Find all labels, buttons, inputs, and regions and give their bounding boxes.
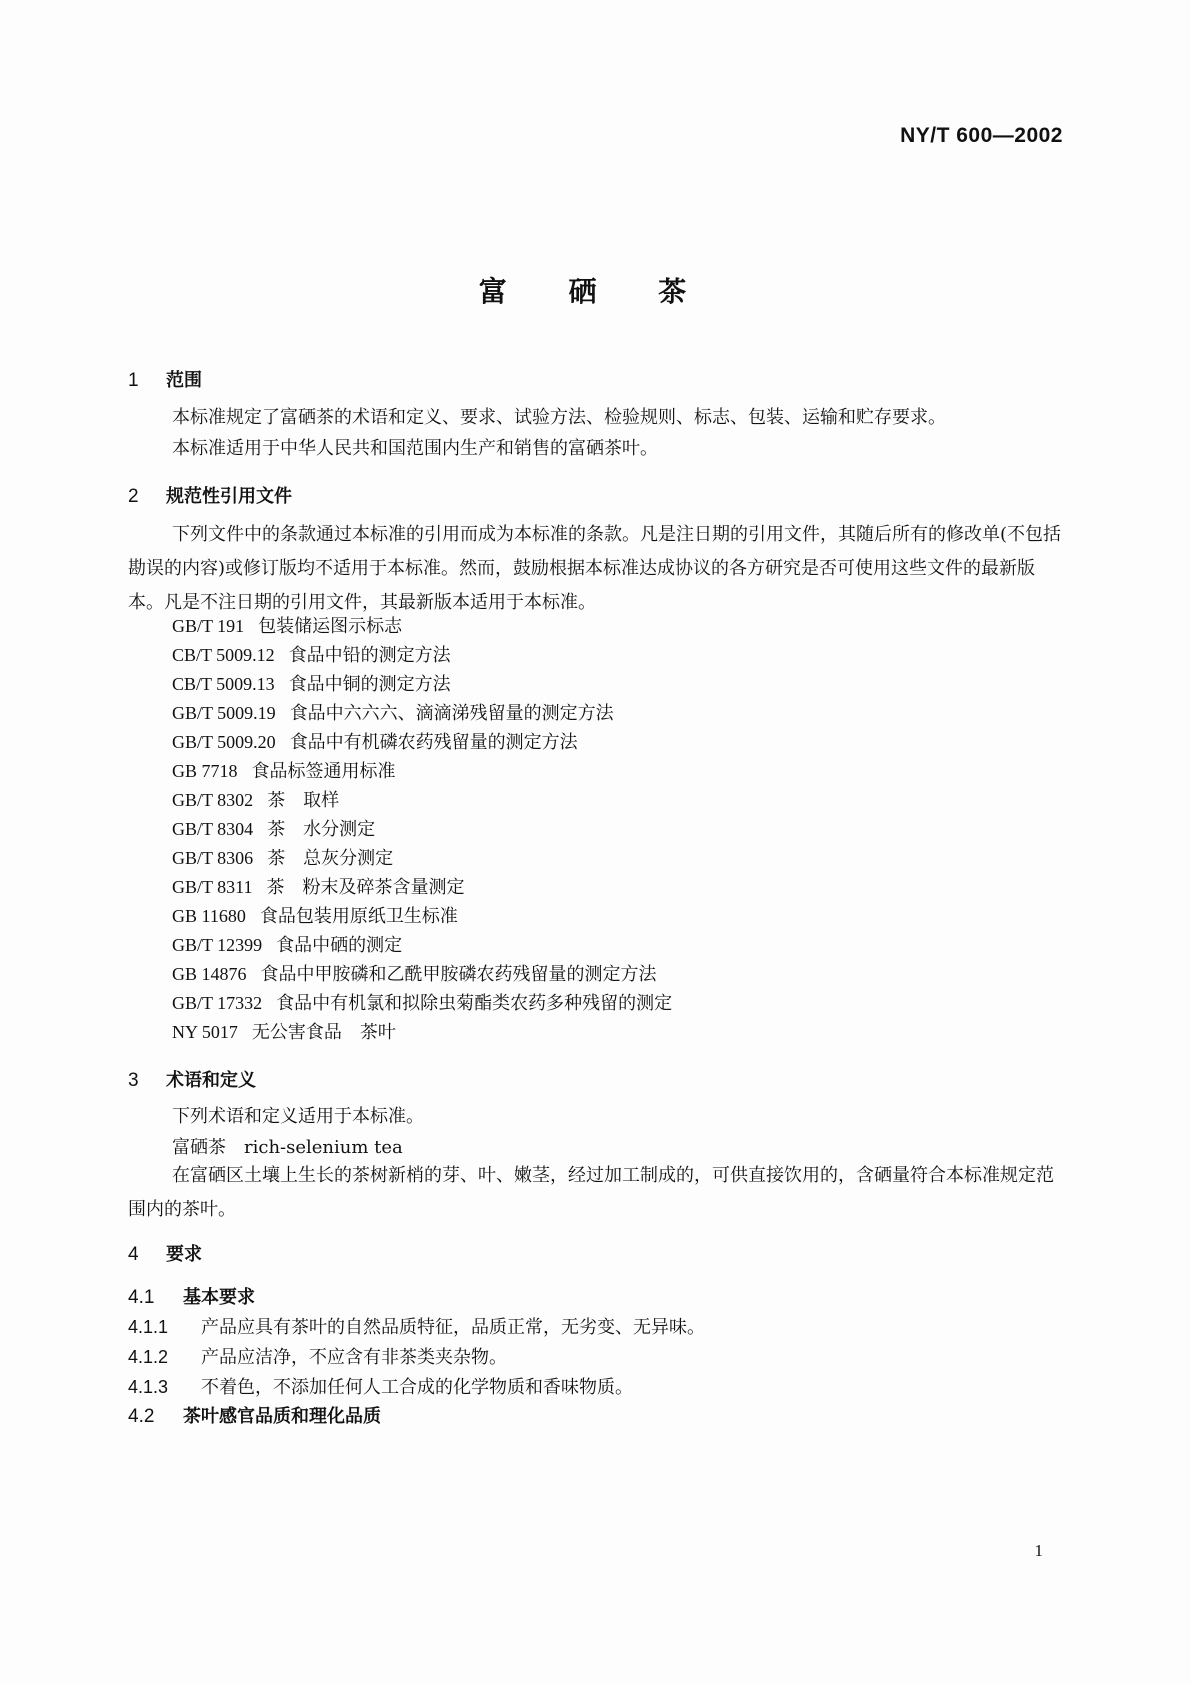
clause-number: 4.1.3 (128, 1377, 169, 1397)
clause-number: 4.1.1 (128, 1317, 169, 1337)
reference-item (172, 699, 614, 725)
reference-code: GB/T 8311 (172, 877, 253, 897)
reference-item (172, 844, 393, 870)
reference-item (172, 873, 465, 899)
term-definition: 在富硒区土壤上生长的茶树新梢的芽、叶、嫩茎，经过加工制成的，可供直接饮用的，含硒量符合本标准规定范围内的茶叶。 (128, 1165, 1054, 1220)
section-2-heading (128, 482, 292, 508)
paragraph: 本标准适用于中华人民共和国范围内生产和销售的富硒茶叶。 (172, 438, 658, 459)
reference-code: GB/T 191 (172, 616, 245, 636)
section-title: 规范性引用文件 (166, 486, 292, 507)
subsection-4-1-heading (128, 1283, 255, 1309)
clause-number: 4.1.2 (128, 1347, 169, 1367)
reference-code: CB/T 5009.13 (172, 674, 275, 694)
reference-item (172, 757, 396, 783)
section-number: 3 (128, 1070, 139, 1091)
clause-text: 不着色，不添加任何人工合成的化学物质和香味物质。 (201, 1377, 633, 1398)
reference-title: 食品中甲胺磷和乙酰甲胺磷农药残留量的测定方法 (260, 964, 657, 985)
reference-title: 食品中有机磷农药残留量的测定方法 (289, 732, 578, 753)
reference-code: GB/T 8306 (172, 848, 254, 868)
section-3-heading (128, 1066, 256, 1092)
reference-item (172, 641, 451, 667)
section-1-heading (128, 366, 202, 392)
paragraph: 下列文件中的条款通过本标准的引用而成为本标准的条款。凡是注日期的引用文件，其随后所有的修改单(不包括勘误的内容)或修订版均不适用于本标准。然而，鼓励根据本标准达成协议的各方研究是否可使用这些文件的最新版本。凡是不注日期的引用文件，其最新版本适用于本标准。 (128, 524, 1062, 613)
reference-title: 茶 水分测定 (267, 819, 376, 840)
reference-title: 食品中六六六、滴滴涕残留量的测定方法 (289, 703, 614, 724)
document-title: 富 硒 茶 (478, 275, 713, 308)
reference-code: CB/T 5009.12 (172, 645, 275, 665)
reference-item (172, 786, 339, 812)
reference-code: GB 14876 (172, 964, 247, 984)
reference-title: 食品中铜的测定方法 (288, 674, 451, 695)
reference-code: NY 5017 (172, 1022, 238, 1042)
reference-title: 包装储运图示标志 (258, 616, 403, 637)
reference-item (172, 1018, 396, 1044)
section-title: 范围 (166, 370, 202, 391)
reference-item (172, 989, 672, 1015)
reference-code: GB/T 17332 (172, 993, 263, 1013)
clause-item (128, 1313, 705, 1339)
reference-item (172, 960, 657, 986)
reference-code: GB/T 8304 (172, 819, 254, 839)
paragraph: 下列术语和定义适用于本标准。 (172, 1106, 424, 1127)
reference-title: 食品中硒的测定 (276, 935, 403, 956)
standard-code: NY/T 600—2002 (900, 124, 1063, 147)
reference-title: 茶 粉末及碎茶含量测定 (266, 877, 465, 898)
reference-item (172, 612, 402, 638)
reference-code: GB/T 12399 (172, 935, 263, 955)
reference-code: GB 7718 (172, 761, 238, 781)
reference-item (172, 931, 402, 957)
reference-item (172, 728, 578, 754)
page-number: 1 (1034, 1541, 1043, 1560)
reference-code: GB/T 8302 (172, 790, 254, 810)
reference-item (172, 902, 458, 928)
reference-title: 茶 取样 (267, 790, 340, 811)
reference-title: 食品中铅的测定方法 (288, 645, 451, 666)
subsection-number: 4.2 (128, 1406, 155, 1427)
reference-title: 食品包装用原纸卫生标准 (259, 906, 458, 927)
reference-title: 茶 总灰分测定 (267, 848, 394, 869)
reference-code: GB/T 5009.20 (172, 732, 276, 752)
subsection-4-2-heading (128, 1402, 381, 1428)
reference-code: GB 11680 (172, 906, 246, 926)
section-number: 4 (128, 1244, 139, 1265)
reference-title: 无公害食品 茶叶 (251, 1022, 396, 1043)
clause-item (128, 1373, 633, 1399)
reference-title: 食品中有机氯和拟除虫菊酯类农药多种残留的测定 (276, 993, 673, 1014)
reference-item (172, 670, 451, 696)
reference-title: 食品标签通用标准 (251, 761, 396, 782)
clause-text: 产品应具有茶叶的自然品质特征，品质正常，无劣变、无异味。 (201, 1317, 705, 1338)
clause-item (128, 1343, 507, 1369)
section-number: 1 (128, 370, 139, 391)
subsection-title: 茶叶感官品质和理化品质 (183, 1406, 381, 1427)
section-title: 术语和定义 (166, 1070, 256, 1091)
section-number: 2 (128, 486, 139, 507)
subsection-number: 4.1 (128, 1287, 155, 1308)
reference-code: GB/T 5009.19 (172, 703, 276, 723)
reference-item (172, 815, 375, 841)
paragraph: 本标准规定了富硒茶的术语和定义、要求、试验方法、检验规则、标志、包装、运输和贮存要求。 (172, 407, 946, 428)
clause-text: 产品应洁净，不应含有非茶类夹杂物。 (201, 1347, 507, 1368)
subsection-title: 基本要求 (183, 1287, 255, 1308)
term-entry: 富硒茶 rich-selenium tea (172, 1137, 403, 1158)
section-title: 要求 (166, 1244, 202, 1265)
section-4-heading (128, 1240, 202, 1266)
